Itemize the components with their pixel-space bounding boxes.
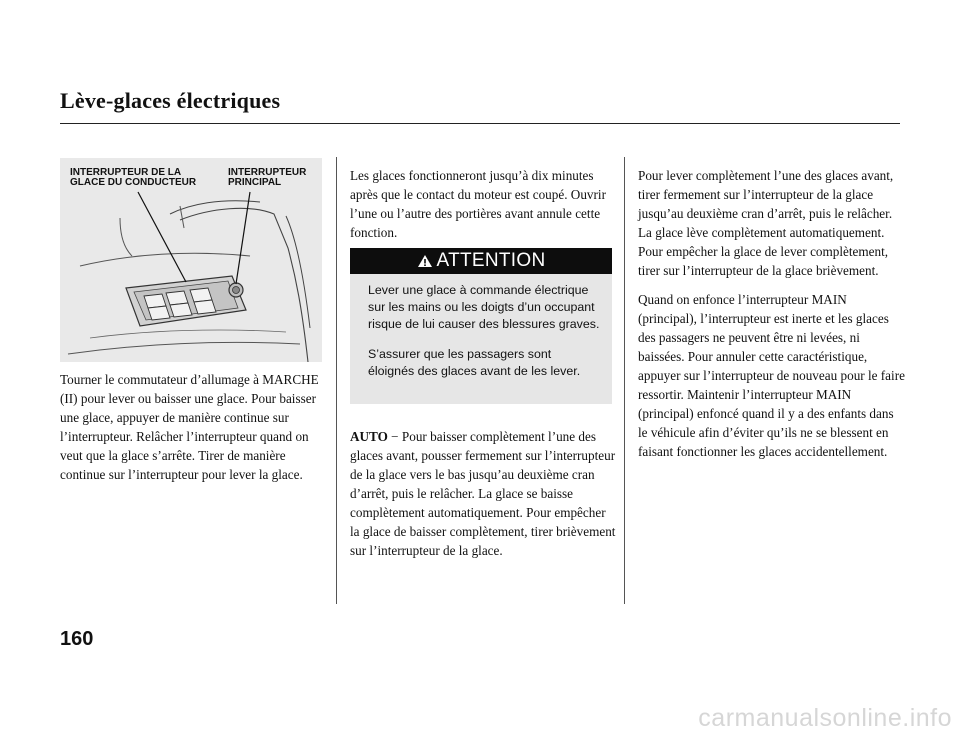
label-main-switch xyxy=(228,168,306,188)
auto-paragraph xyxy=(350,427,618,560)
warning-body xyxy=(350,274,612,380)
intro-paragraph: Tourner le commutateur d’allumage à MARCHE (II) pour lever ou baisser une glace. Pour baisser une glace, appuyer de manière continue sur l’interrupteur. Relâcher l’interrupteur quand on veut que la glace s’arrête. Tirer de manière continue sur l’interrupteur pour lever la glace. xyxy=(60,372,319,482)
warning-header xyxy=(350,248,612,274)
auto-dash: − xyxy=(387,429,402,444)
page-title: Lève-glaces électriques xyxy=(60,88,281,113)
column-divider-2 xyxy=(624,157,625,604)
column-right xyxy=(638,166,906,471)
warning-text-1: Lever une glace à commande électrique sur les mains ou les doigts d’un occupant risque de lui causer des blessures graves. xyxy=(368,283,600,331)
column-divider-1 xyxy=(336,157,337,604)
watermark: carmanualsonline.info xyxy=(698,704,952,732)
timer-paragraph: Les glaces fonctionneront jusqu’à dix minutes après que le contact du moteur est coupé. Ouvrir l’une ou l’autre des portières avant annule cette fonction. xyxy=(350,168,606,240)
warning-box xyxy=(350,248,612,404)
page-number: 160 xyxy=(60,628,94,650)
column-left xyxy=(60,370,325,494)
label-driver-switch xyxy=(70,168,196,188)
window-switch-illustration xyxy=(60,158,322,362)
column-middle-bottom xyxy=(350,427,618,570)
main-switch-paragraph: Quand on enfonce l’interrupteur MAIN (principal), l’interrupteur est inerte et les glaces des passagers ne peuvent être ni levées, ni baissées. Pour annuler cette caractéristique, appuyer sur l’interrupteur de nouveau pour le faire ressortir. Maintenir l’interrupteur MAIN (principal) enfoncé quand il y a des enfants dans le véhicule afin d’éviter qu’ils ne se blessent en faisant fonctionner les glaces accidentellement. xyxy=(638,292,905,459)
label-main-line1: INTERRUPTEUR xyxy=(228,167,307,178)
warning-title: ATTENTION xyxy=(436,250,546,271)
column-middle-top xyxy=(350,166,618,252)
label-main-line2: PRINCIPAL xyxy=(228,177,282,188)
title-divider xyxy=(60,123,900,124)
warning-triangle-icon xyxy=(417,254,433,268)
auto-term: AUTO xyxy=(350,429,388,444)
label-driver-line1: INTERRUPTEUR DE LA xyxy=(70,167,182,178)
label-driver-line2: GLACE DU CONDUCTEUR xyxy=(70,177,197,188)
auto-text: Pour baisser complètement l’une des glaces avant, pousser fermement sur l’interrupteur de la glace vers le bas jusqu’au deuxième cran d’arrêt, puis le relâcher. La glace se baisse complètement automatiquement. Pour empêcher la glace de baisser complètement, tirer brièvement sur l’interrupteur de la glace. xyxy=(350,429,616,558)
auto-up-paragraph: Pour lever complètement l’une des glaces avant, tirer fermement sur l’interrupteur de la glace jusqu’au deuxième cran d’arrêt, puis le relâcher. La glace lève complètement automatiquement. Pour empêcher la glace de lever complètement, tirer sur l’interrupteur de la glace brièvement. xyxy=(638,168,894,278)
door-panel-drawing xyxy=(60,158,322,362)
warning-text-2: S’assurer que les passagers sont éloignés des glaces avant de les lever. xyxy=(368,347,581,378)
